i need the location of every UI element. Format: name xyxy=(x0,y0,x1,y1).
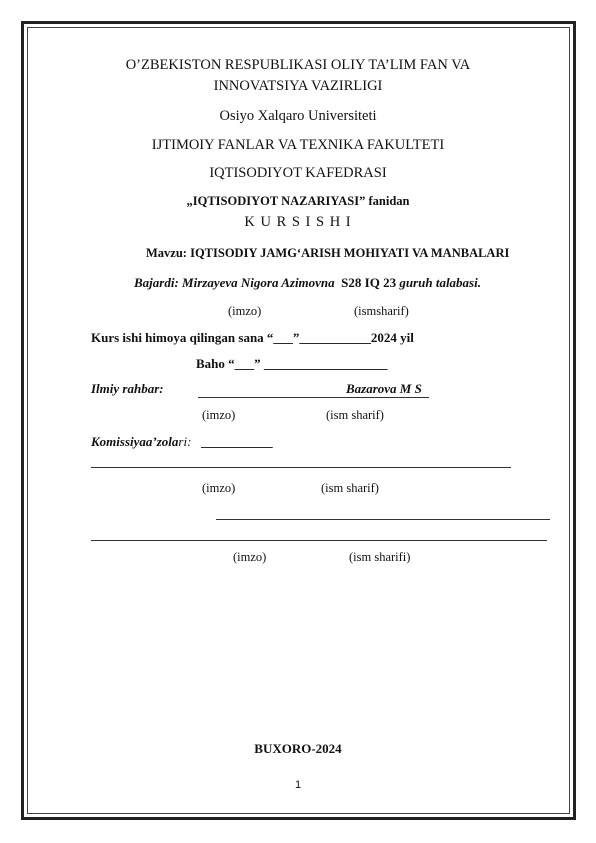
subject-name: „IQTISODIYOT NAZARIYASI” fanidan xyxy=(186,194,410,208)
commission-blank: ___________ xyxy=(201,434,273,449)
grade-label: Baho xyxy=(196,356,225,371)
author-period: . xyxy=(477,275,481,290)
supervisor-name: Bazarova M S xyxy=(346,381,422,396)
commission-signature-line-2 xyxy=(216,519,550,520)
grade-blank: “___” ___________________ xyxy=(228,356,388,371)
author-suffix: guruh talabasi xyxy=(399,275,478,290)
commission-signature-line-1 xyxy=(91,467,511,468)
ministry-line1: O’ZBEKISTON RESPUBLIKASI OLIY TA’LIM FAN VA xyxy=(125,57,471,73)
defense-date-line xyxy=(91,330,414,346)
commission-line xyxy=(91,434,273,450)
grade-line xyxy=(196,356,387,372)
department-name: IQTISODIYOT KAFEDRASI xyxy=(209,165,387,181)
signature3-imzo: (imzo) xyxy=(202,481,236,495)
city-year: BUXORO-2024 xyxy=(254,741,342,756)
commission-label: Komissiyaa’zola xyxy=(91,434,179,449)
commission-suffix: ri: xyxy=(178,434,192,449)
supervisor-signature-line xyxy=(198,397,429,398)
university-name: Osiyo Xalqaro Universiteti xyxy=(219,108,377,124)
signature2-name: (ism sharif) xyxy=(326,408,384,422)
signature4-imzo: (imzo) xyxy=(233,550,267,564)
page-number: 1 xyxy=(294,779,302,791)
author-group: S28 IQ 23 xyxy=(341,275,397,290)
defense-date-blank: “___”___________2024 yil xyxy=(266,330,414,345)
author-line xyxy=(134,275,481,291)
author-name: Bajardi: Mirzayeva Nigora Azimovna xyxy=(134,275,335,290)
defense-label: Kurs ishi himoya qilingan sana xyxy=(91,330,264,345)
signature4-name: (ism sharifi) xyxy=(349,550,411,564)
supervisor-label: Ilmiy rahbar: xyxy=(91,381,164,396)
signature3-name: (ism sharif) xyxy=(321,481,379,495)
commission-signature-line-3 xyxy=(91,540,547,541)
faculty-name: IJTIMOIY FANLAR VA TEXNIKA FAKULTETI xyxy=(151,137,445,153)
signature2-imzo: (imzo) xyxy=(202,408,236,422)
topic-title: Mavzu: IQTISODIY JAMG‘ARISH MOHIYATI VA MANBALARI xyxy=(146,246,510,260)
signature1-imzo: (imzo) xyxy=(228,304,262,318)
signature1-name: (ismsharif) xyxy=(354,304,409,318)
ministry-line2: INNOVATSIYA VAZIRLIGI xyxy=(213,78,383,94)
work-type-title: K U R S I S H I xyxy=(244,214,352,230)
